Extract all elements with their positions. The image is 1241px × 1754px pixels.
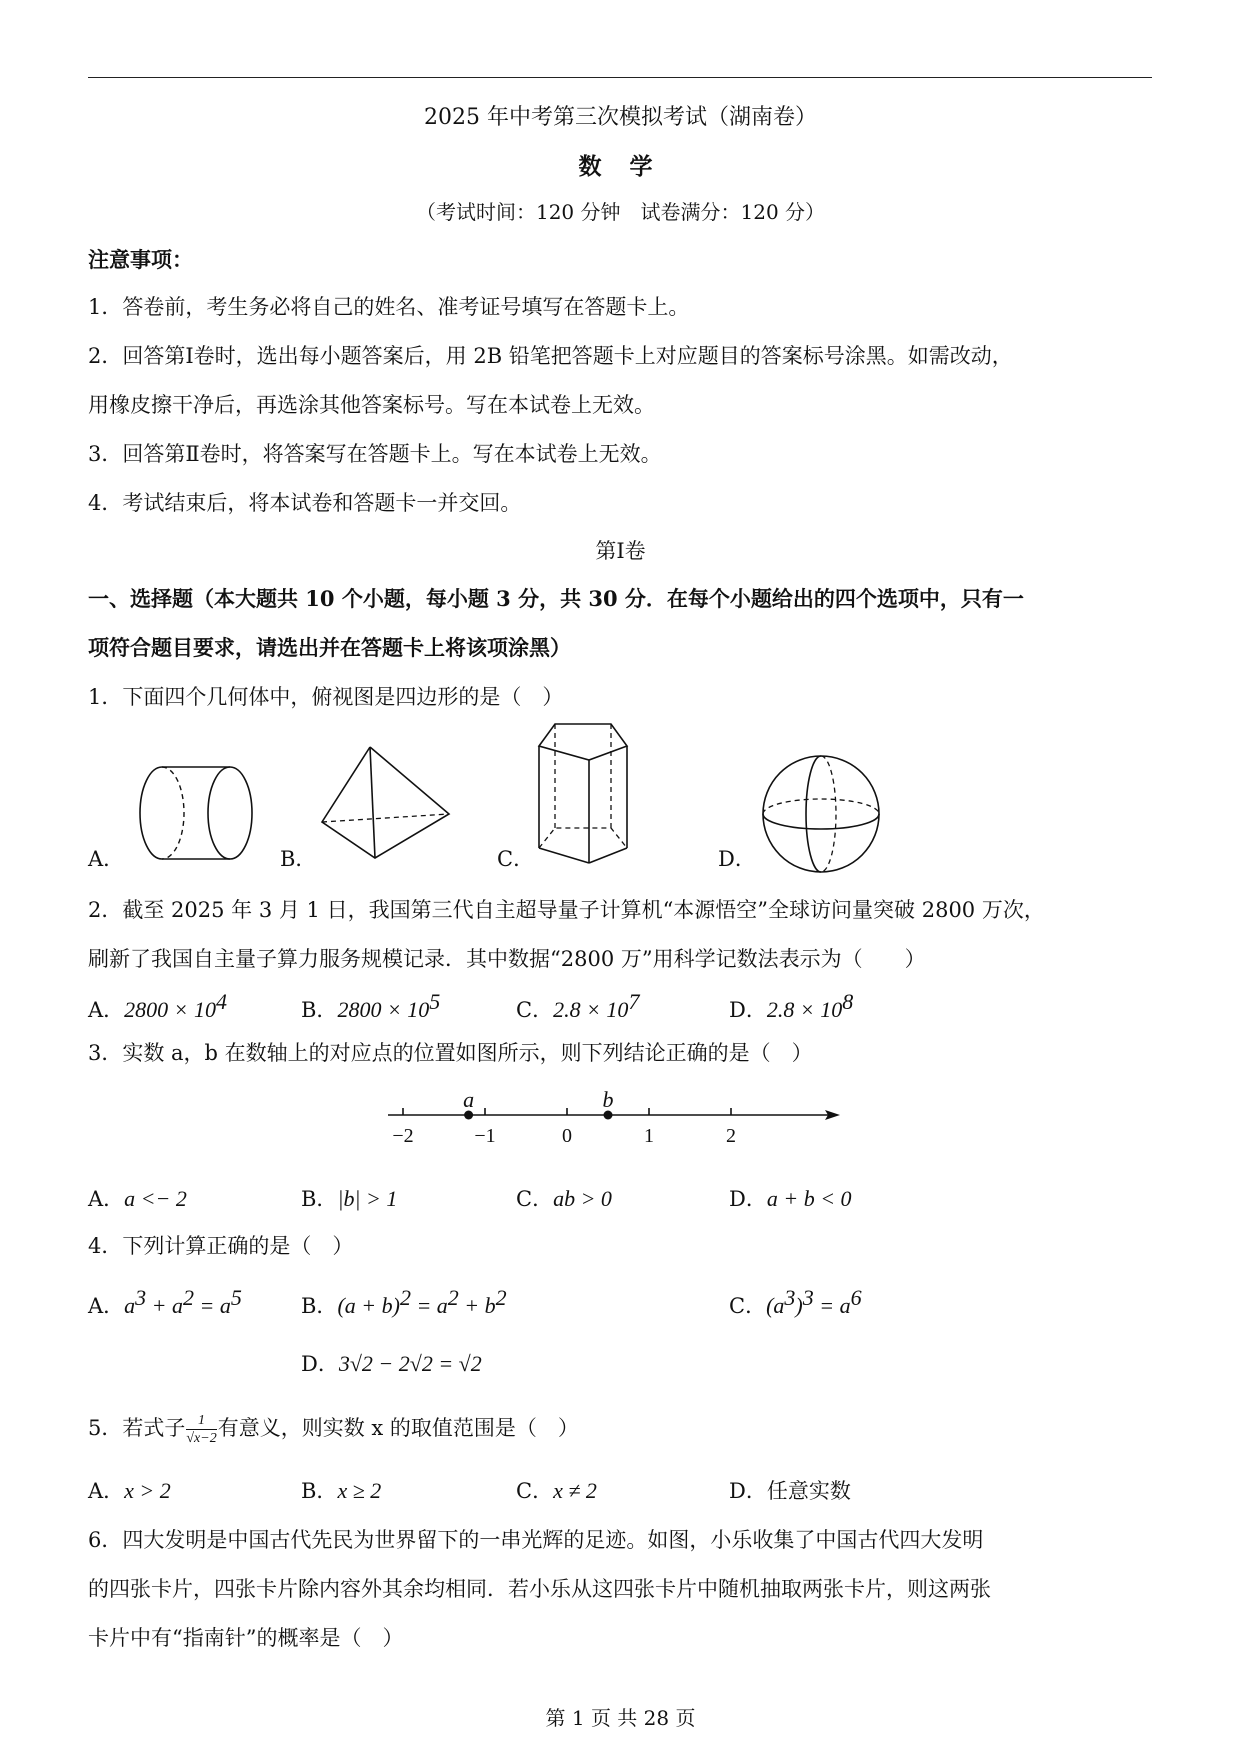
fraction — [186, 1412, 216, 1447]
expr-part: = a — [410, 1293, 448, 1318]
expr-part: (a — [766, 1293, 785, 1318]
expr-part: = a — [194, 1293, 231, 1318]
expr-part: = a — [813, 1293, 851, 1318]
option-label: D． — [729, 998, 767, 1022]
expr-part: ) — [795, 1293, 803, 1318]
page-number: 第 1 页 共 28 页 — [545, 1706, 696, 1730]
expr-exponent: 3 — [802, 1285, 814, 1310]
cylinder-icon — [128, 762, 263, 870]
number-line-tick-label: −2 — [392, 1125, 414, 1147]
option-label: C． — [516, 998, 554, 1022]
option-label: D． — [729, 1479, 767, 1503]
note-item: 1．答卷前，考生务必将自己的姓名、准考证号填写在答题卡上。 — [88, 295, 690, 319]
option-label: B． — [301, 1187, 338, 1211]
option-expression: 2.8 × 10 — [766, 997, 843, 1022]
option-expression: 任意实数 — [766, 1479, 851, 1503]
exam-info: （考试时间：120 分钟 试卷满分：120 分） — [415, 200, 826, 224]
fraction-denominator: √x−2 — [186, 1431, 217, 1446]
q1-option-b-label: B． — [280, 847, 317, 871]
expr-exponent: 3 — [784, 1285, 796, 1310]
q5-option-a[interactable] — [88, 1475, 171, 1505]
question-4-stem: 4．下列计算正确的是（ ） — [88, 1234, 354, 1258]
option-exponent: 8 — [842, 989, 854, 1014]
q3-option-c[interactable] — [516, 1183, 612, 1213]
expr-exponent: 3 — [135, 1285, 147, 1310]
option-label: B． — [301, 1294, 338, 1318]
q2-option-b[interactable] — [301, 989, 440, 1024]
option-label: B． — [301, 998, 338, 1022]
expr-exponent: 6 — [850, 1285, 862, 1310]
question-1-stem: 1．下面四个几何体中，俯视图是四边形的是（ ） — [88, 685, 564, 709]
option-expression: |b| > 1 — [337, 1186, 398, 1211]
number-line-tick-label: 0 — [562, 1125, 572, 1147]
expr-exponent: 5 — [230, 1285, 242, 1310]
number-line-tick-label: 1 — [644, 1125, 654, 1147]
note-item: 用橡皮擦干净后，再选涂其他答案标号。写在本试卷上无效。 — [88, 393, 655, 417]
q3-option-d[interactable] — [729, 1183, 852, 1213]
q2-option-d[interactable] — [729, 989, 853, 1024]
q3-option-a[interactable] — [88, 1183, 187, 1213]
q5-option-c[interactable] — [516, 1475, 597, 1505]
option-exponent: 5 — [429, 989, 441, 1014]
expr-exponent: 2 — [399, 1285, 411, 1310]
pyramid-icon — [318, 742, 453, 864]
expr-part: a — [124, 1293, 136, 1318]
expr-exponent: 2 — [183, 1285, 195, 1310]
expr-part: (a + b) — [337, 1293, 400, 1318]
option-label: A． — [88, 1294, 125, 1318]
note-item: 3．回答第Ⅱ卷时，将答案写在答题卡上。写在本试卷上无效。 — [88, 442, 662, 466]
question-6-stem: 的四张卡片，四张卡片除内容外其余均相同．若小乐从这四张卡片中随机抽取两张卡片，则这两张 — [88, 1577, 991, 1601]
option-label: A． — [88, 998, 125, 1022]
notes-heading: 注意事项： — [88, 247, 193, 272]
q5-option-b[interactable] — [301, 1475, 381, 1505]
number-line-tick-label: −1 — [474, 1125, 496, 1147]
option-label: D． — [301, 1352, 339, 1376]
question-2-stem: 2．截至 2025 年 3 月 1 日，我国第三代自主超导量子计算机“本源悟空”全球访问量突破 2800 万次， — [88, 898, 1045, 922]
question-2-stem: 刷新了我国自主量子算力服务规模记录．其中数据“2800 万”用科学记数法表示为（ ） — [88, 947, 926, 971]
volume-title: 第Ⅰ卷 — [595, 539, 646, 563]
option-label: C． — [516, 1479, 554, 1503]
option-expression: 3√2 − 2√2 = √2 — [338, 1351, 482, 1376]
number-line-point-label: b — [602, 1087, 614, 1112]
sphere-icon — [758, 752, 884, 876]
question-6-stem: 卡片中有“指南针”的概率是（ ） — [88, 1626, 404, 1650]
option-label: D． — [729, 1187, 767, 1211]
q1-option-c-label: C． — [497, 847, 535, 871]
option-expression: 2800 × 10 — [124, 997, 217, 1022]
question-3-stem: 3．实数 a，b 在数轴上的对应点的位置如图所示，则下列结论正确的是（ ） — [88, 1041, 813, 1065]
q4-option-d[interactable] — [301, 1348, 482, 1378]
option-exponent: 4 — [216, 989, 228, 1014]
section-instructions: 项符合题目要求，请选出并在答题卡上将该项涂黑） — [88, 635, 571, 660]
option-expression: x ≠ 2 — [553, 1478, 597, 1503]
option-expression: a + b < 0 — [766, 1186, 852, 1211]
option-label: B． — [301, 1479, 338, 1503]
option-expression: 2800 × 10 — [337, 997, 430, 1022]
q4-option-c[interactable] — [729, 1285, 862, 1320]
note-item: 4．考试结束后，将本试卷和答题卡一并交回。 — [88, 491, 522, 515]
number-line-point-label: a — [463, 1087, 475, 1112]
expr-part: + a — [146, 1293, 184, 1318]
q3-option-b[interactable] — [301, 1183, 397, 1213]
stem-text: 5．若式子 — [88, 1416, 186, 1440]
q1-option-a-label: A． — [88, 847, 125, 871]
number-line-tick-label: 2 — [726, 1125, 736, 1147]
expr-part: + b — [458, 1293, 496, 1318]
subject-title: 数 学 — [578, 153, 663, 180]
option-expression: ab > 0 — [553, 1186, 612, 1211]
option-label: A． — [88, 1479, 125, 1503]
expr-exponent: 2 — [447, 1285, 459, 1310]
stem-text: 有意义，则实数 x 的取值范围是（ ） — [217, 1416, 579, 1440]
q2-option-a[interactable] — [88, 989, 227, 1024]
option-expression: 2.8 × 10 — [553, 997, 629, 1022]
q1-option-d-label: D． — [718, 847, 756, 871]
q4-option-a[interactable] — [88, 1285, 242, 1320]
exam-title: 2025 年中考第三次模拟考试（湖南卷） — [424, 105, 817, 130]
pentagonal-prism-icon — [533, 718, 633, 868]
section-instructions: 一、选择题（本大题共 10 个小题，每小题 3 分，共 30 分．在每个小题给出的四个选项中，只有一 — [88, 586, 1024, 611]
option-label: C． — [516, 1187, 554, 1211]
q5-option-d[interactable] — [729, 1475, 851, 1505]
option-exponent: 7 — [628, 989, 640, 1014]
note-item: 2．回答第Ⅰ卷时，选出每小题答案后，用 2B 铅笔把答题卡上对应题目的答案标号涂黑。如需改动， — [88, 344, 1013, 368]
q2-option-c[interactable] — [516, 989, 639, 1024]
q4-option-b[interactable] — [301, 1285, 507, 1320]
number-line — [380, 1085, 850, 1170]
question-6-stem: 6．四大发明是中国古代先民为世界留下的一串光辉的足迹。如图，小乐收集了中国古代四大发明 — [88, 1528, 984, 1552]
option-label: A． — [88, 1187, 125, 1211]
question-5-stem — [88, 1412, 579, 1447]
fraction-numerator: 1 — [186, 1412, 216, 1430]
option-expression: a <− 2 — [124, 1186, 187, 1211]
option-expression: x ≥ 2 — [337, 1478, 382, 1503]
option-expression: x > 2 — [124, 1478, 171, 1503]
option-label: C． — [729, 1294, 767, 1318]
expr-exponent: 2 — [495, 1285, 507, 1310]
header-rule — [88, 77, 1152, 78]
